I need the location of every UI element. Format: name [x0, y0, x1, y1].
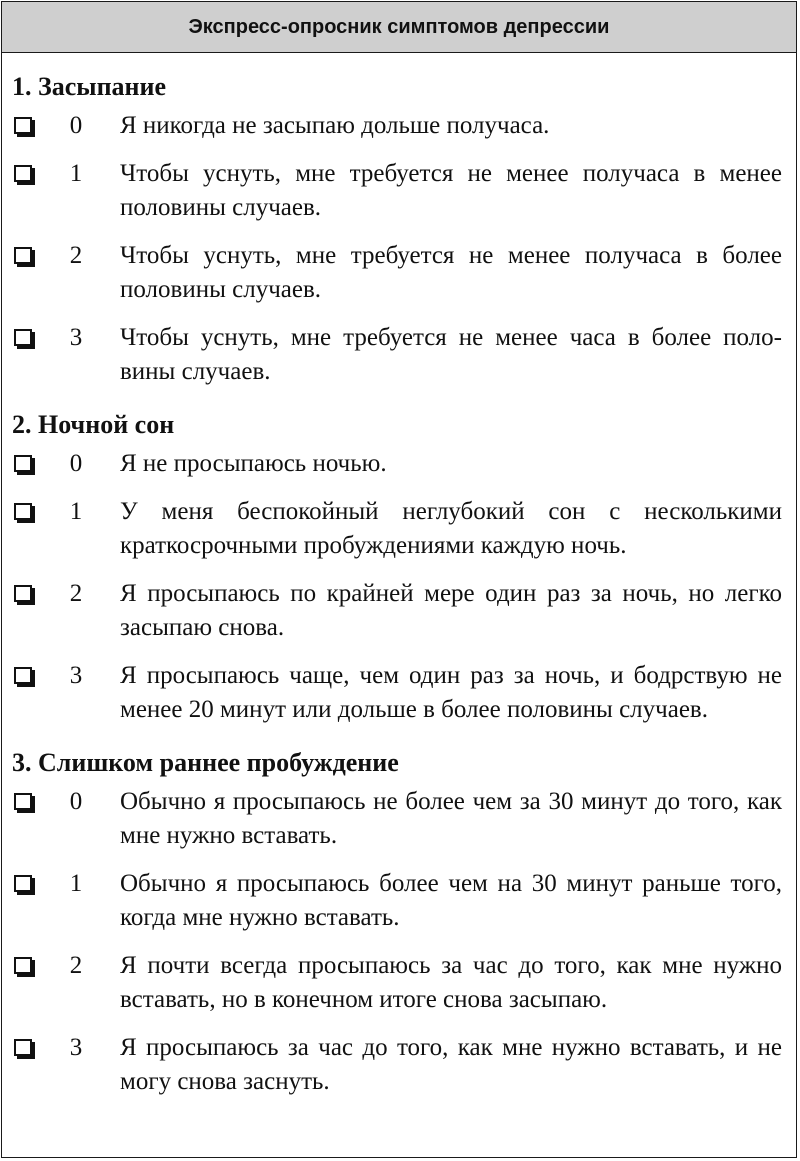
- answer-checkbox[interactable]: [14, 247, 32, 264]
- answer-option: [12, 577, 788, 645]
- answer-option: [12, 659, 788, 727]
- answer-score: 0: [69, 450, 83, 477]
- answer-checkbox[interactable]: [14, 875, 32, 892]
- answer-text: Я не просыпаюсь ночью.: [120, 450, 387, 477]
- answer-text: Чтобы уснуть, мне требуется не менее часа в более поло-вины случаев.: [120, 324, 782, 385]
- answer-checkbox[interactable]: [14, 1039, 32, 1056]
- answer-text: Чтобы уснуть, мне требуется не менее получаса в менее половины случаев.: [120, 160, 782, 221]
- answer-text: Я просыпаюсь за час до того, как мне нужно вставать, и не могу снова заснуть.: [120, 1034, 782, 1095]
- answer-score: 2: [69, 580, 83, 607]
- answer-option: [12, 949, 788, 1017]
- answer-score: 3: [69, 662, 83, 689]
- answer-option: [12, 1031, 788, 1099]
- answer-text: Обычно я просыпаюсь не более чем за 30 минут до того, как мне нужно вставать.: [120, 788, 782, 849]
- answer-score: 1: [69, 160, 83, 187]
- answer-score: 0: [69, 112, 83, 139]
- answer-text: У меня беспокойный неглубокий сон с несколькими краткосрочными пробуждениями каждую ночь.: [120, 498, 782, 559]
- answer-checkbox[interactable]: [14, 793, 32, 810]
- answer-option: [12, 239, 788, 307]
- answer-checkbox[interactable]: [14, 667, 32, 684]
- answer-score: 2: [69, 952, 83, 979]
- answer-option: [12, 109, 788, 143]
- answer-checkbox[interactable]: [14, 957, 32, 974]
- answer-option: [12, 447, 788, 481]
- answer-text: Я просыпаюсь по крайней мере один раз за ночь, но легко засыпаю снова.: [120, 580, 782, 641]
- questionnaire-content: [2, 53, 796, 1099]
- answer-checkbox[interactable]: [14, 503, 32, 520]
- answer-text: Обычно я просыпаюсь более чем на 30 минут раньше того, когда мне нужно вставать.: [120, 870, 782, 931]
- answer-score: 3: [69, 324, 83, 351]
- answer-text: Я никогда не засыпаю дольше получаса.: [120, 112, 550, 139]
- section-early-awakening: [12, 741, 788, 1099]
- answer-score: 2: [69, 242, 83, 269]
- answer-text: Я почти всегда просыпаюсь за час до того, как мне нужно вставать, но в конечном итоге снова засыпаю.: [120, 952, 782, 1013]
- answer-score: 3: [69, 1034, 83, 1061]
- answer-text: Я просыпаюсь чаще, чем один раз за ночь, и бодрствую не менее 20 минут или дольше в более половины случаев.: [120, 662, 782, 723]
- section-night-sleep: [12, 403, 788, 727]
- answer-option: [12, 495, 788, 563]
- answer-option: [12, 157, 788, 225]
- questionnaire-header: [2, 2, 796, 53]
- answer-score: 1: [69, 498, 83, 525]
- section-title: 1. Засыпание: [12, 72, 167, 101]
- questionnaire-title: Экспресс-опросник симптомов депрессии: [188, 15, 610, 38]
- answer-score: 0: [69, 788, 83, 815]
- answer-text: Чтобы уснуть, мне требуется не менее получаса в более половины случаев.: [120, 242, 782, 303]
- answer-score: 1: [69, 870, 83, 897]
- answer-checkbox[interactable]: [14, 455, 32, 472]
- questionnaire-frame: [1, 1, 797, 1158]
- section-title: 3. Слишком раннее пробуждение: [12, 748, 399, 777]
- answer-checkbox[interactable]: [14, 165, 32, 182]
- answer-option: [12, 867, 788, 935]
- answer-checkbox[interactable]: [14, 117, 32, 134]
- answer-checkbox[interactable]: [14, 585, 32, 602]
- answer-option: [12, 321, 788, 389]
- section-title: 2. Ночной сон: [12, 410, 175, 439]
- answer-checkbox[interactable]: [14, 329, 32, 346]
- answer-option: [12, 785, 788, 853]
- section-falling-asleep: [12, 65, 788, 389]
